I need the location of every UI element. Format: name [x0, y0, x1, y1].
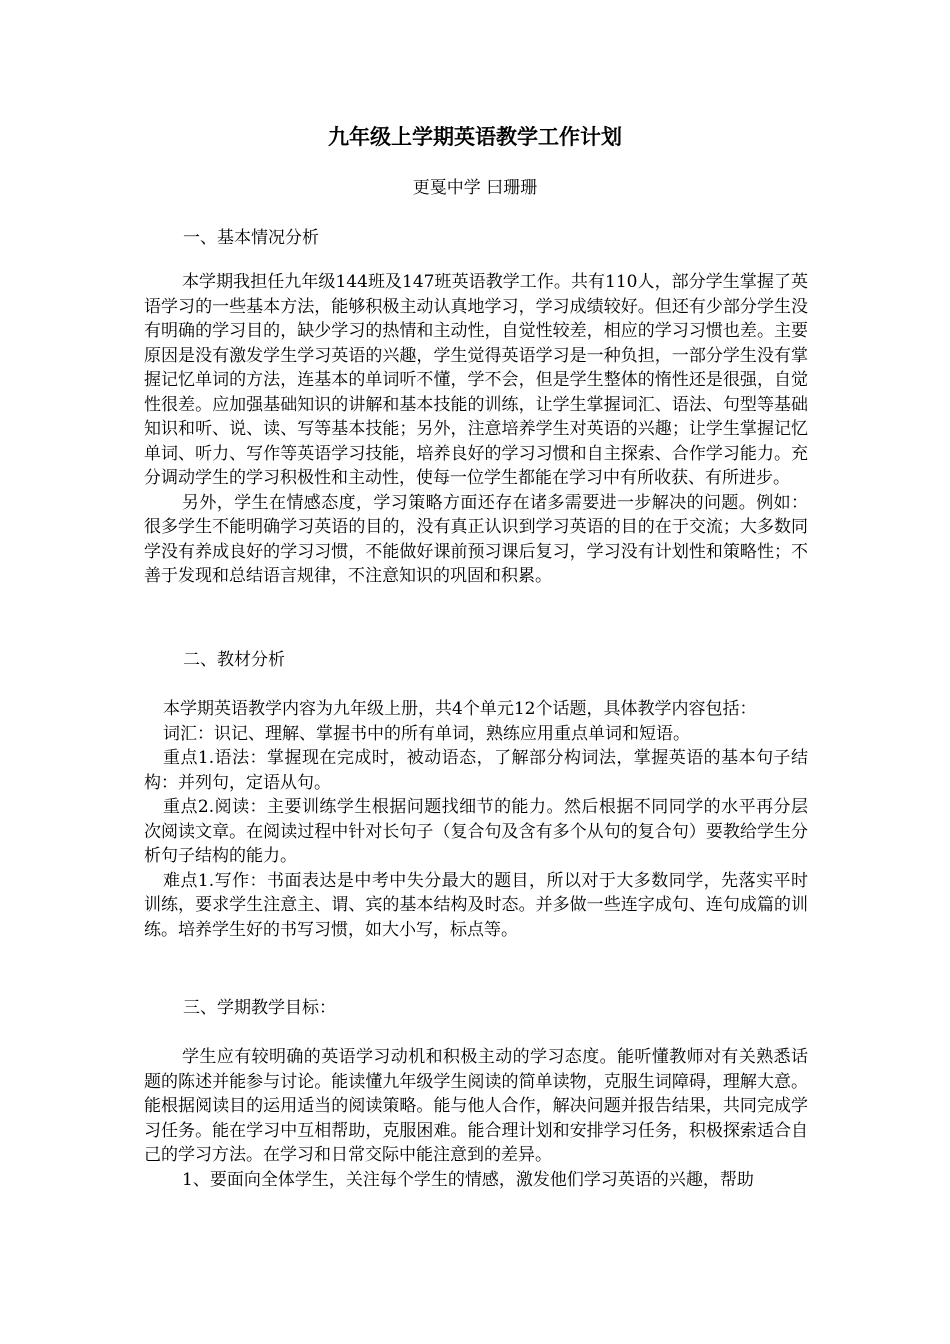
section-heading-goals: 三、学期教学目标： [183, 998, 336, 1018]
paragraph: 词汇：识记、理解、掌握书中的所有单词，熟练应用重点单词和短语。 [163, 723, 690, 744]
author-line: 更戛中学 曰珊珊 [412, 178, 538, 198]
paragraph: 另外，学生在情感态度，学习策略方面还存在诸多需要进一步解决的问题。例如：很多学生不能明确学习英语的目的，没有真正认识到学习英语的目的在于交流；大多数同学没有养成良好的学习习惯，不能做好课前预习课后复习，学习没有计划性和策略性；不善于发现和总结语言规律，不注意知识的巩固和积累。 [144, 492, 808, 586]
paragraph: 本学期我担任九年级144班及147班英语教学工作。共有110人，部分学生掌握了英语学习的一些基本方法，能够积极主动认真地学习，学习成绩较好。但还有少部分学生没有明确的学习目的，缺少学习的热情和主动性，自觉性较差，相应的学习习惯也差。主要原因是没有激发学生学习英语的兴趣，学生觉得英语学习是一种负担，一部分学生没有掌握记忆单词的方法，连基本的单词听不懂，学不会，但是学生整体的惰性还是很强，自觉性很差。应加强基础知识的讲解和基本技能的训练，让学生掌握词汇、语法、句型等基础知识和听、说、读、写等基本技能；另外，注意培养学生对英语的兴趣；让学生掌握记忆单词、听力、写作等英语学习技能，培养良好的学习习惯和自主探索、合作学习能力。充分调动学生的学习积极性和主动性，使每一位学生都能在学习中有所收获、有所进步。 [144, 272, 808, 488]
section-body-goals [144, 1045, 808, 1192]
section-body-situation [144, 270, 808, 589]
section-body-textbook [144, 697, 808, 942]
paragraph: 学生应有较明确的英语学习动机和积极主动的学习态度。能听懂教师对有关熟悉话题的陈述并能参与讨论。能读懂九年级学生阅读的简单读物，克服生词障碍，理解大意。能根据阅读目的运用适当的阅读策略。能与他人合作，解决问题并报告结果，共同完成学习任务。能在学习中互相帮助，克服困难。能合理计划和安排学习任务，积极探索适合自己的学习方法。在学习和日常交际中能注意到的差异。 [144, 1047, 808, 1165]
section-heading-textbook: 二、教材分析 [183, 650, 285, 670]
paragraph: 难点1.写作：书面表达是中考中失分最大的题目，所以对于大多数同学，先落实平时训练，要求学生注意主、谓、宾的基本结构及时态。并多做一些连字成句、连句成篇的训练。培养学生好的书写习惯，如大小写，标点等。 [144, 870, 808, 940]
list-item: 1、要面向全体学生，关注每个学生的情感，激发他们学习英语的兴趣，帮助 [182, 1169, 754, 1190]
paragraph: 本学期英语教学内容为九年级上册，共4个单元12个话题，具体教学内容包括： [163, 699, 757, 719]
paragraph: 重点2.阅读：主要训练学生根据问题找细节的能力。然后根据不同同学的水平再分层次阅读文章。在阅读过程中针对长句子（复合句及含有多个从句的复合句）要教给学生分析句子结构的能力。 [144, 797, 808, 866]
section-heading-situation: 一、基本情况分析 [183, 228, 319, 248]
paragraph: 重点1.语法：掌握现在完成时，被动语态，了解部分构词法，掌握英语的基本句子结构：并列句，定语从句。 [144, 748, 808, 793]
document-title: 九年级上学期英语教学工作计划 [328, 125, 622, 149]
